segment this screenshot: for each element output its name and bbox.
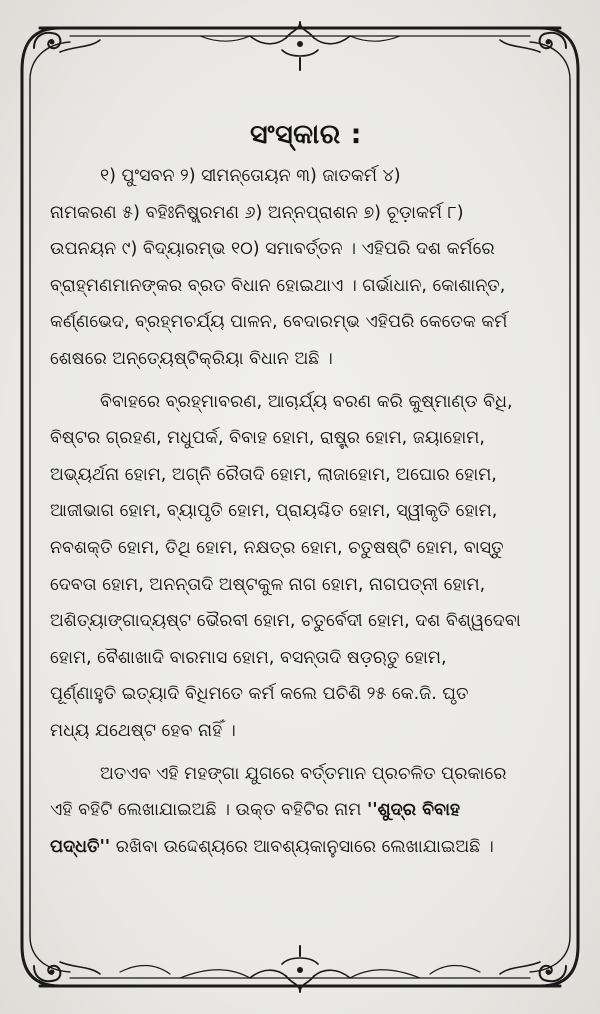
text-line: ଉପନୟନ ୯) ବିଦ୍ୟାରମ୍ଭ ୧୦) ସମାବର୍ତ୍ତନ । ଏହିପରି ଦଶ କର୍ମରେ — [50, 239, 495, 260]
text-line: ୧) ପୁଂସବନ ୨) ସୀମନ୍ତୋୟନ ୩) ଜାତକର୍ମ ୪) — [100, 166, 401, 186]
book-title-part-1: ''ଶୁଦ୍ର ବିବାହ — [366, 800, 461, 821]
paragraph-vivaha — [50, 384, 562, 750]
text-line: ହୋମ, ବୈଶାଖାଦି ବାରମାସ ହୋମ, ବସନ୍ତାଦି ଷଡ଼ଋତୁ ହୋମ, — [50, 647, 447, 668]
text-line: ବିଷ୍ଟର ଗ୍ରହଣ, ମଧୁପର୍କ, ବିବାହ ହୋମ, ରାଷ୍ଟ୍ର ହୋମ, ଜୟାହୋମ, — [50, 428, 485, 449]
paragraph-samskaras — [50, 158, 562, 378]
paragraph-conclusion — [50, 756, 562, 866]
book-title-part-2: ପଦ୍ଧତି'' — [50, 836, 111, 857]
text-line: ଆଜୀଭାଗ ହୋମ, ବ୍ୟାପୃତି ହୋମ, ପ୍ରାୟଶ୍ଚିତ ହୋମ, ସ୍ୱୀକୃତି ହୋମ, — [50, 501, 498, 522]
text-line: ବିବାହରେ ବ୍ରହ୍ମାବରଣ, ଆଚାର୍ଯ୍ୟ ବରଣ କରି କୁଷ୍ମାଣ୍ଡ ବିଧି, — [100, 391, 513, 412]
text-span: ରଖିବା ଉଦ୍ଦେଶ୍ୟରେ ଆବଶ୍ୟକାନୁସାରେ ଲେଖାଯାଇଅଛି । — [110, 836, 494, 857]
text-line — [50, 792, 562, 829]
text-line: ଦେବତା ହୋମ, ଅନନ୍ତାଦି ଅଷ୍ଟକୁଳ ନାଗ ହୋମ, ନାଗପତ୍ନୀ ହୋମ, — [50, 574, 486, 595]
text-line: କର୍ଣ୍ଣଭେଦ, ବ୍ରହ୍ମଚର୍ଯ୍ୟ ପାଳନ, ବେଦାରମ୍ଭ ଏହିପରି କେତେକ କର୍ମ — [50, 312, 508, 333]
text-line: ବ୍ରାହ୍ମଣମାନଙ୍କର ବ୍ରତ ବିଧାନ ହୋଇଥାଏ । ଗର୍ଭାଧାନ, କୋଶାନ୍ତ, — [50, 275, 506, 296]
text-line — [50, 829, 562, 866]
section-heading: ସଂସ୍କାର : — [250, 119, 362, 150]
text-line: ନବଶକ୍ତି ହୋମ, ତିଥି ହୋମ, ନକ୍ଷତ୍ର ହୋମ, ଚତୁଷଷ୍ଟି ହୋମ, ବାସ୍ତୁ — [50, 537, 504, 558]
text-line: ଶେଷରେ ଅନ୍ତ୍ୟେଷ୍ଟିକ୍ରିୟା ବିଧାନ ଅଛି । — [50, 348, 333, 369]
text-line: ଅଶିତ୍ୟାଙ୍ଗାଦ୍ୟଷ୍ଟ ଭୈରବୀ ହୋମ, ଚତୁର୍ବେଦୀ ହୋମ, ଦଶ ବିଶ୍ୱଦେବା — [50, 611, 521, 632]
text-line: ନାମକରଣ ୫) ବହିଃନିଷ୍କ୍ରମଣ ୬) ଅନ୍ନପ୍ରାଶନ ୭) ଚୂଡ଼ାକର୍ମ ୮) — [50, 202, 464, 223]
text-line: ମଧ୍ୟ ଯଥେଷ୍ଟ ହେବ ନାହିଁ । — [50, 720, 236, 741]
text-span: ଏହି ବହିଟି ଲେଖାଯାଇଅଛି । ଉକ୍ତ ବହିଟିର ନାମ — [50, 800, 367, 821]
text-line: ଅଭ୍ୟର୍ଥନା ହୋମ, ଅଗ୍ନି ରୈତାଦି ହୋମ, ଲାଜାହୋମ, ଅଘୋର ହୋମ, — [50, 464, 497, 485]
text-content — [50, 118, 562, 918]
text-line: ପୂର୍ଣ୍ଣାହୁତି ଇତ୍ୟାଦି ବିଧିମତେ କର୍ମ କଲେ ପଚିଶି ୨୫ କେ.ଜି. ଘୃତ — [50, 684, 469, 705]
text-line: ଅତଏବ ଏହି ମହଙ୍ଗା ଯୁଗରେ ବର୍ତ୍ତମାନ ପ୍ରଚଳିତ ପ୍ରକାରେ — [100, 763, 507, 784]
